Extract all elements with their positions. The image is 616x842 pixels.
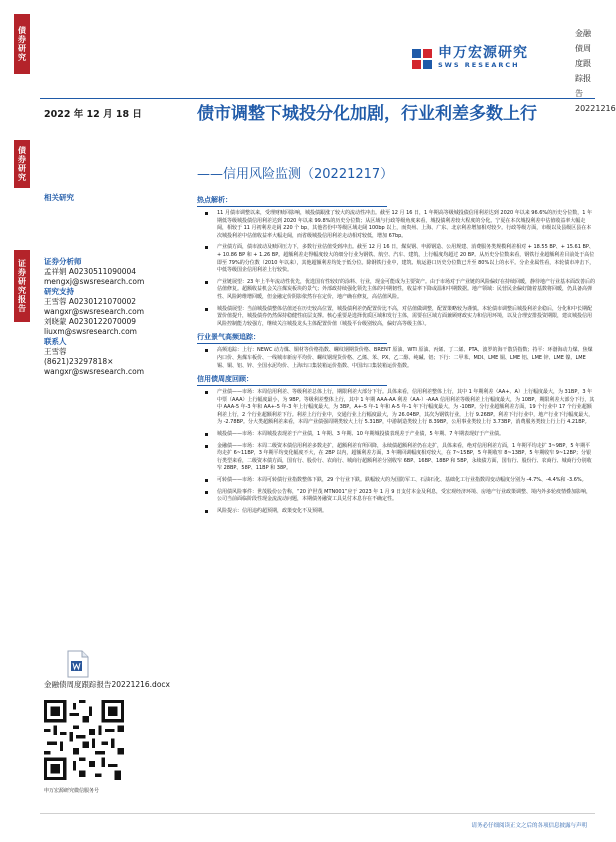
sidebar-tag-bond-research: 债券研究 <box>14 14 30 74</box>
paragraph-urban-investment-spread: 11 月债市调整以来，受理财赎回影响，城投债跟涨了较大的流动性冲击。截至 12 月 16 日，1 年期高等级城投债信用利差达到 2020 年以来 96.6%的历史分位数，1 年期低等级城投债信用利差达到 2020 年以来 99.8%的历史分位数；从区域与行政等级角度来看，城投债利差较大程度的分化。宁夏在本次城投利差中估值收益率大幅走阔，相较于 11 月初利差走阔 220 个 bp，其他省份中等级区域走阔 100bp 以上，而贵州、上海、广东、北京利差增加相对较少。行政等级方面，市级以及县级区县在本次城投利差中估值收益率大幅走阔，而省级城投信用利差走动相对较低，增加 67bp。 <box>197 210 595 240</box>
support-2-name: 刘晓蒙 A0230122070009 <box>44 317 137 326</box>
logo-en-text: SWS RESEARCH <box>438 61 520 69</box>
sws-logo-icon <box>412 47 434 69</box>
contact-heading: 联系人 <box>44 337 67 346</box>
attached-doc-caption[interactable]: 金融债周度跟踪报告20221216.docx <box>44 680 170 689</box>
paragraph-risk-warning: 风险提示：信用违约超预期，政策变化不及预期。 <box>197 508 595 516</box>
contact-phone: (8621)23297818× <box>44 357 114 366</box>
support-1-name: 王雪蓉 A0230121070002 <box>44 297 137 306</box>
paragraph-urban-investment-outlook: 城投债展望：当前城投债整体估值还在历史较高位置，城投债利差仍配置价比不高，对估值做调整，配置策略较为谨慎。本轮债市调整后城投利差企稳后，分化和中长期配置价值提升，城投债券仍然保持稳健性底层支撑。核心重要是选择优质区域和发行主体，需要在区域方面兼顾财政实力和信用环境，以及合理安排投资期限，建议城投信用风险控制能力较强方，继续关注城投龙头主体配置价值（城投平台级别较高，偏好高等级主体）。 <box>197 306 595 329</box>
sidebar-tag-securities-report: 证券研究报告 <box>14 250 30 322</box>
paragraph-high-frequency-tracking: 高频追踪：上行：NEWC 动力煤、铜材等价格指数、螺纹钢期货价格、BRENT 原油、WTI 原油、丙烯、丁二烯、PTA、波罗的海干散货指数；持平：环渤海动力煤、焦煤内口价、焦煤车板价、一线城市新房平均价、螺纹钢现货价格、乙烯、苯、PX、乙二醇、纯碱、铝；下行：二甲苯、MDI、LME 铜、LME 铝、LME 锌、LME 镍、LME 锡、铜、铝、锌、全国水泥均价、上海出口集装箱运价指数、中国出口集装箱运价指数。 <box>197 347 595 370</box>
sidebar-tag-bond-research-2: 债券研究 <box>14 140 30 188</box>
main-content <box>197 193 595 519</box>
paragraph-industrial-bond-market: 产业债——市场：本周信用利差、等级利差总体上行，期限利差大部分下行。具体来看，信用利差整体上行，其中 1 年期利差（AA+、A）上行幅度最大，为 31BP，3 年中票（AAA）上行幅度最小，为 9BP。等级利差整体上行，其中 1 年期 AAA-AA 利差（AA-）-AAA 信用利差等级利差上行幅度最大，为 10BP，期限利差大部分下行，其中 AAA-5 年-3 年和 AA+-5 年-3 年上行幅度最大，为 3BP。A+-5 年-1 年和 A-5 年-1 年下行幅度最大，为 -10BP。分行业超额利差方面，19 个行业中 17 个行业超额利差上行，2 个行业超额利差下行。利差上行行业中，交通行业上行幅度最大，为 26.04BP，其次为钢铁行业，上行 9.26BP。利差下行行业中，地产行业下行幅度最大，为 -2.78BP。分大类超额利差来看，本周产业债强周期类较大上行 5.31BP，中游制造类较上行 8.39BP，公用事业类较上行 3.73BP，消费服务类较上行上行 4.21BP。 <box>197 389 595 427</box>
section-heading-industry-tracking: 行业景气高频追踪： <box>197 332 387 344</box>
header-divider <box>40 98 595 99</box>
support-1-email[interactable]: wangxr@swsresearch.com <box>44 307 145 316</box>
paragraph-credit-risk-events: 信用债风险事件：世茂股份公告称，“20 沪世茂 MTN001”应于 2023 年 1 月 9 日支付本金及利息，受宏观经济环境、房地产行业政策调整、境内外多轮疫情叠加影响，公司当前面临阶段性现金流流动问题，本期债务融资工具兑付本息存在不确定性。 <box>197 489 595 504</box>
footer-disclaimer: 请务必仔细阅读正文之后的各项信息披露与声明 <box>471 823 587 829</box>
paragraph-industrial-bonds: 产业债方面，债市波动及赎回压力下，多数行业估值受到冲击。截至 12 月 16 日，煤炭钢、申源钢造、公用规建、消费服务类规模利差相对 + 18.55 BP、+ 15.61 BP、+ 10.86 BP 和 + 1.26 BP。超额利差走得幅度较大的细分行业为钢铁、航空、汽车、建筑，上行幅度均超过 20 BP。从历史分位数来看，钢铁行业超额利差目前处于高位即至 79%的分位数（2010 年以来），其他超额利差均处于低分位。除钢铁行业中，建筑、航运港口历史分位数已升至 80%以上的水平。分企业属性看，本轮债市冲击下，中低等级国企信用利差上行较快。 <box>197 244 595 274</box>
qr-code <box>44 700 124 780</box>
section-heading-hot-topic: 热点解析： <box>197 195 387 207</box>
contact-email[interactable]: wangxr@swsresearch.com <box>44 367 145 376</box>
paragraph-urban-bond-market: 城投债——市场：本周城投表现差于产业债，1 年期、3 年期、10 年期城投债表现差于产业债，5 年期、7 年期表现好于产业债。 <box>197 431 595 439</box>
analyst-heading: 证券分析师 <box>44 257 82 266</box>
analyst-name: 孟祥娟 A0230511090004 <box>44 267 137 276</box>
footer-divider <box>40 813 595 814</box>
logo-cn-text: 申万宏源研究 <box>438 45 528 61</box>
research-support-heading: 研究支持 <box>44 287 74 296</box>
section-heading-weekly-review: 信用债周度回顾： <box>197 374 387 386</box>
paragraph-industry-outlook: 产业链展望：23 年上半年流动性优先，优选国有性较好的涂料、行业，现金可能成为主要资产。由于市场对于产业链的风险偏好在持续回暖，静待地产行业基本面改善后的估值修复。超额收益机会关注煤炭板块的景气；外部政持续强化领先主体的中期韧性，收益率下降或温和中期数据。地产领域：民营民企偏好随着基数将回暖，仍具备高弹性、风险跨维增回暖，但金融定价阴影依然存在定价，地产确在修复，高估值风险。 <box>197 279 595 302</box>
sws-logo <box>412 46 528 70</box>
report-subtitle: ——信用风险监测（20221217） <box>197 167 394 182</box>
paragraph-convertible-bond-market: 可转债——市场：本周可转债行业指数整体下跌，29 个行业下跌。跌幅较大的为国防军工、石油石化、基础化工行业指数周变动幅度分别为 -4.7%、-4.4%和 -3.6%。 <box>197 477 595 485</box>
report-date: 2022 年 12 月 18 日 <box>44 109 142 120</box>
report-title: 债市调整下城投分化加剧，行业利差多数上行 <box>197 104 537 124</box>
top-right-filename: 金融债周度跟踪报告20221216 <box>575 29 616 113</box>
left-column <box>44 193 184 377</box>
paragraph-financial-bond-market: 金融债——市场：本周二级资本债信用利差多数走扩，超额利差有所回降，永续债超额利差仍在走扩，具体来看，绝对信用利差方面，1 年期平均走扩 3~9BP，5 年期平均走扩 6~11BP，3 年期平均变化幅度不大，在 2BP 以内，超额利差方面，3 年期回调幅度相对较大，在 7~15BP，5 年期收窄 8~13BP，5 年期收窄 9~12BP；分银行类型来看，二级资本债方面，国有行、股份行、农商行、城商行超额利差分别收窄 6BP、16BP、18BP 和 5BP，永续债方面，国有行、股份行、农商行、城商行分别收窄 28BP、58P、11BP 和 38P。 <box>197 443 595 473</box>
word-document-icon[interactable] <box>66 650 90 678</box>
related-research-heading: 相关研究 <box>44 193 74 202</box>
qr-caption: 申万宏源研究微信服务号 <box>44 788 100 794</box>
analyst-email[interactable]: mengxj@swsresearch.com <box>44 277 145 286</box>
support-2-email[interactable]: liuxm@swsresearch.com <box>44 327 137 336</box>
contact-name: 王雪蓉 <box>44 347 67 356</box>
sidebar <box>0 0 30 842</box>
